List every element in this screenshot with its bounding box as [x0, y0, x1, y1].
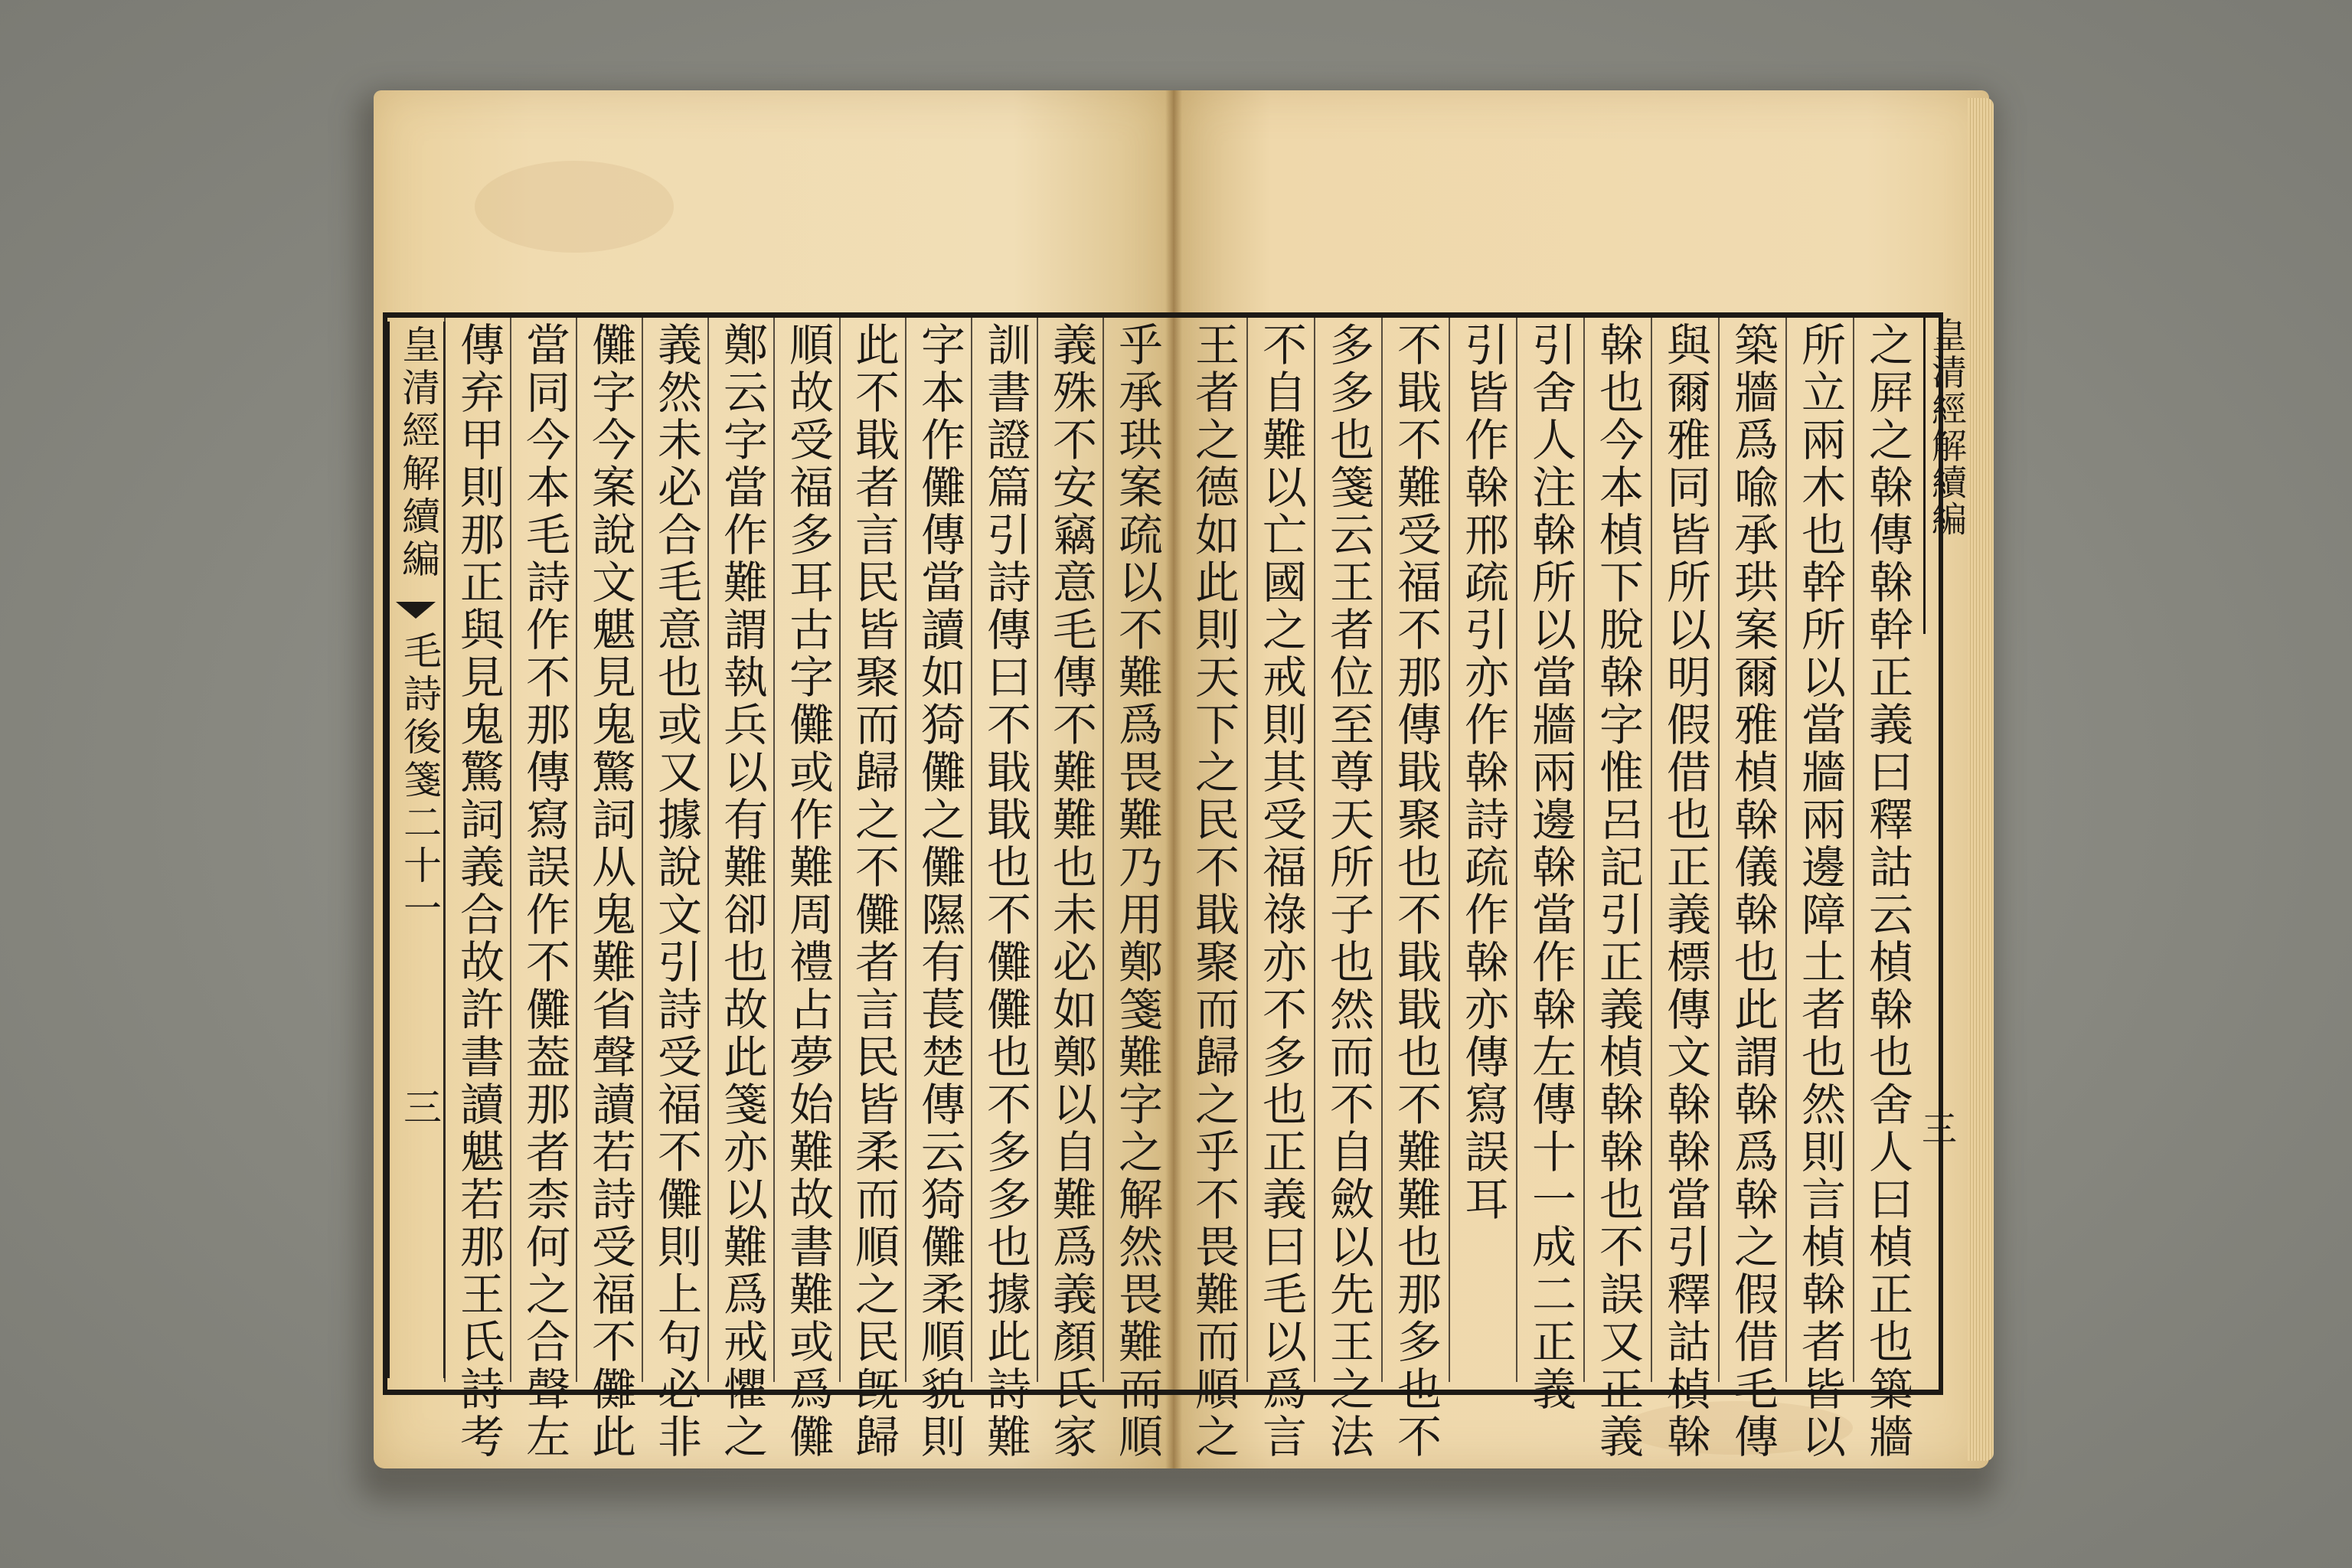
- column-rule: [971, 318, 972, 1382]
- column-rule: [576, 318, 577, 1382]
- right-title-strip: [1923, 312, 1968, 634]
- column-rule: [642, 318, 643, 1382]
- left-col-4: [911, 322, 968, 1461]
- column-rule: [1853, 318, 1854, 1382]
- text-column: 傳弃甲則那正與見鬼驚詞義合故許書讀魌若那王氏詩考: [452, 322, 505, 1461]
- column-rule: [773, 318, 775, 1382]
- left-col-7: [714, 322, 770, 1461]
- column-rule: [1314, 318, 1315, 1382]
- text-column: 與爾雅同皆所以明假借也正義標傳文榦榦當引釋詁楨榦: [1659, 322, 1711, 1461]
- fishtail-mark: [396, 602, 436, 619]
- text-column: 訓書證篇引詩傳曰不戢戢也不儺儺也不多多也據此詩難: [979, 322, 1031, 1461]
- left-col-11: [450, 322, 507, 1461]
- left-col-2: [1043, 322, 1099, 1461]
- column-rule: [1449, 318, 1450, 1382]
- column-rule: [905, 318, 906, 1382]
- right-col-3: [1724, 322, 1781, 1461]
- column-rule: [1583, 318, 1585, 1382]
- text-column: 之屛之榦傳榦幹正義曰釋詁云楨榦也舍人曰楨正也築牆: [1861, 322, 1913, 1461]
- text-column: 當同今本毛詩作不那傳寫誤作不儺葢那者柰何之合聲左: [518, 322, 570, 1461]
- column-rule: [444, 318, 446, 1382]
- text-column: 築牆爲喩承珙案爾雅楨榦儀榦也此謂榦爲榦之假借毛傳: [1726, 322, 1779, 1461]
- column-rule: [1516, 318, 1517, 1382]
- right-col-8: [1387, 322, 1444, 1461]
- right-col-10: [1253, 322, 1309, 1461]
- right-col-2: [1792, 322, 1848, 1461]
- text-column: 引皆作榦邢疏引亦作榦詩疏作榦亦傳寫誤耳: [1457, 322, 1509, 1223]
- text-column: 儺字今案說文魌見鬼驚詞从鬼難省聲讀若詩受福不儺此: [584, 322, 636, 1461]
- column-rule: [1651, 318, 1652, 1382]
- text-column: 所立兩木也幹所以當牆兩邊障土者也然則言楨榦者皆以: [1794, 322, 1846, 1461]
- text-column: 義然未必合毛意也或又據說文引詩受福不儺則上句必非: [650, 322, 702, 1461]
- left-col-1: [1109, 322, 1165, 1461]
- right-col-6: [1522, 322, 1579, 1413]
- text-column: 王者之德如此則天下之民不戢聚而歸之乎不畏難而順之: [1187, 322, 1240, 1461]
- text-column: 此不戢者言民皆聚而歸之不儺者言民皆柔而順之民旣歸: [848, 322, 900, 1461]
- column-rule: [510, 318, 511, 1382]
- page-edge-stack: [1968, 98, 1994, 1461]
- right-block-title: 皇清經解續編: [1926, 317, 1968, 537]
- right-col-1: [1859, 322, 1916, 1461]
- text-column: 引舍人注榦所以當牆兩邊榦當作榦左傳十一成二正義: [1524, 322, 1576, 1413]
- left-col-10: [516, 322, 573, 1461]
- text-column: 不自難以亡國之戒則其受福祿亦不多也正義曰毛以爲言: [1255, 322, 1307, 1461]
- text-column: 乎承珙案疏以不難爲畏難乃用鄭箋難字之解然畏難而順: [1111, 322, 1163, 1461]
- text-column: 不戢不難受福不那傳戢聚也不戢戢也不難難也那多也不: [1390, 322, 1442, 1461]
- center-column-title: 皇清經解續編: [396, 325, 440, 582]
- left-col-8: [648, 322, 704, 1461]
- column-rule: [1785, 318, 1787, 1382]
- text-column: 榦也今本楨下脫榦字惟呂記引正義楨榦榦也不誤又正義: [1592, 322, 1644, 1461]
- right-col-5: [1589, 322, 1646, 1461]
- left-col-9: [582, 322, 639, 1461]
- text-column: 鄭云字當作難謂執兵以有難卻也故此箋亦以難爲戒懼之: [716, 322, 768, 1461]
- center-column-leaf: 三: [397, 1087, 442, 1130]
- column-rule: [1102, 318, 1104, 1382]
- text-column: 多多也箋云王者位至尊天所子也然而不自斂以先王之法: [1322, 322, 1374, 1461]
- column-rule: [1381, 318, 1383, 1382]
- paper-stain: [475, 161, 674, 253]
- left-col-3: [977, 322, 1034, 1461]
- text-column: 順故受福多耳古字儺或作難周禮占夢始難故書難或爲儺: [782, 322, 834, 1461]
- left-col-6: [779, 322, 836, 1461]
- center-column-section: 毛詩後箋二十一: [397, 631, 442, 931]
- left-col-5: [845, 322, 902, 1461]
- column-rule: [839, 318, 841, 1382]
- center-column: [387, 322, 446, 1378]
- text-column: 義殊不安竊意毛傳不難難也未必如鄭以自難爲義顏氏家: [1045, 322, 1097, 1461]
- right-folio: 三: [1916, 1110, 1958, 1147]
- right-col-4: [1657, 322, 1713, 1461]
- column-rule: [1246, 318, 1248, 1382]
- right-col-9: [1320, 322, 1377, 1461]
- right-col-11: [1185, 322, 1242, 1461]
- column-rule: [1718, 318, 1720, 1382]
- column-rule: [707, 318, 709, 1382]
- column-rule: [1037, 318, 1038, 1382]
- text-column: 字本作儺傳當讀如猗儺之儺隰有萇楚傳云猗儺柔順貌則: [913, 322, 965, 1461]
- right-col-7: [1455, 322, 1511, 1378]
